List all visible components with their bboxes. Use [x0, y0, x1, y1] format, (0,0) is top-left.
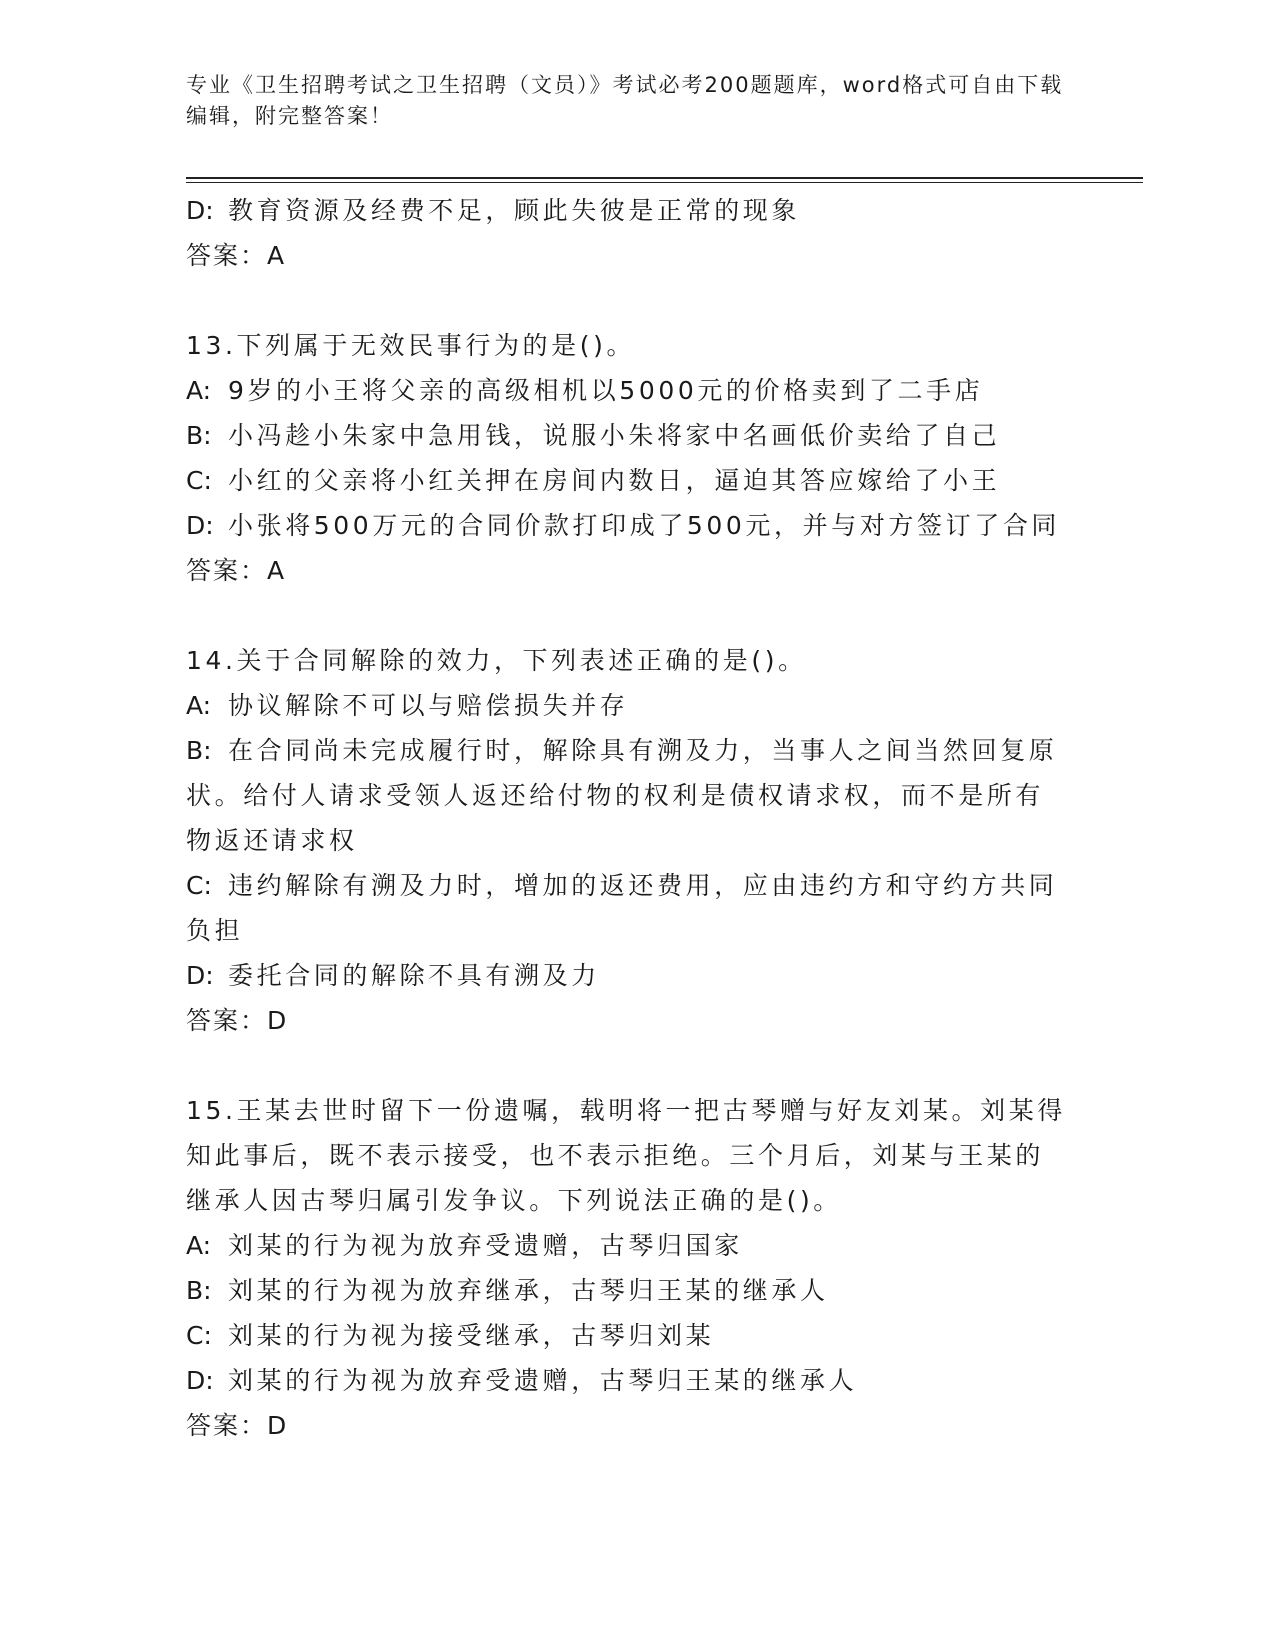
option-b: [186, 728, 1066, 863]
option-a: [186, 368, 1066, 413]
option-b: [186, 413, 1066, 458]
option-text: 小红的父亲将小红关押在房间内数日，逼迫其答应嫁给了小王: [228, 466, 1001, 495]
option-c: [186, 458, 1066, 503]
option-text: 违约解除有溯及力时，增加的返还费用，应由违约方和守约方共同负担: [186, 871, 1058, 945]
option-text: 刘某的行为视为接受继承，古琴归刘某: [228, 1321, 715, 1350]
option-label: B:: [186, 1276, 212, 1305]
answer: 答案：A: [186, 241, 287, 270]
option-text: 协议解除不可以与赔偿损失并存: [228, 691, 629, 720]
option-text: 委托合同的解除不具有溯及力: [228, 961, 600, 990]
option-d: [186, 503, 1066, 548]
document-body: [186, 188, 1066, 1448]
header-rule-thin: [186, 182, 1143, 183]
option-label: D:: [186, 1366, 214, 1395]
option-d: [186, 1358, 1066, 1403]
option-text: 在合同尚未完成履行时，解除具有溯及力，当事人之间当然回复原状。给付人请求受领人返还给付物的权利是债权请求权，而不是所有物返还请求权: [186, 736, 1058, 855]
option-label: A:: [186, 1231, 212, 1260]
question-13: [186, 323, 1066, 593]
header-rule: [186, 177, 1143, 179]
option-text: 刘某的行为视为放弃受遗赠，古琴归王某的继承人: [228, 1366, 858, 1395]
option-c: [186, 863, 1066, 953]
answer: 答案：A: [186, 556, 287, 585]
option-label: D:: [186, 961, 214, 990]
option-label: C:: [186, 871, 212, 900]
option-text: 刘某的行为视为放弃继承，古琴归王某的继承人: [228, 1276, 829, 1305]
option-label: D:: [186, 196, 214, 225]
option-a: [186, 1223, 1066, 1268]
answer: 答案：D: [186, 1006, 289, 1035]
option-label: B:: [186, 736, 212, 765]
option-label: B:: [186, 421, 212, 450]
option-a: [186, 683, 1066, 728]
carryover-block: [186, 188, 1066, 278]
answer: 答案：D: [186, 1411, 289, 1440]
question-15: [186, 1088, 1066, 1448]
question-title: 14.关于合同解除的效力，下列表述正确的是()。: [186, 646, 807, 675]
question-title: 13.下列属于无效民事行为的是()。: [186, 331, 636, 360]
option-d: [186, 188, 1066, 233]
option-c: [186, 1313, 1066, 1358]
option-d: [186, 953, 1066, 998]
option-label: C:: [186, 1321, 212, 1350]
option-label: A:: [186, 691, 212, 720]
question-14: [186, 638, 1066, 1043]
option-label: A:: [186, 376, 212, 405]
option-b: [186, 1268, 1066, 1313]
option-label: D:: [186, 511, 214, 540]
option-text: 小张将500万元的合同价款打印成了500元，并与对方签订了合同: [228, 511, 1061, 540]
option-text: 9岁的小王将父亲的高级相机以5000元的价格卖到了二手店: [228, 376, 984, 405]
option-text: 教育资源及经费不足，顾此失彼是正常的现象: [228, 196, 801, 225]
option-label: C:: [186, 466, 212, 495]
option-text: 刘某的行为视为放弃受遗赠，古琴归国家: [228, 1231, 743, 1260]
page-header: 专业《卫生招聘考试之卫生招聘（文员）》考试必考200题题库，word格式可自由下载编辑，附完整答案！: [186, 73, 1064, 128]
question-title: 15.王某去世时留下一份遗嘱，载明将一把古琴赠与好友刘某。刘某得知此事后，既不表示接受，也不表示拒绝。三个月后，刘某与王某的继承人因古琴归属引发争议。下列说法正确的是()。: [186, 1096, 1066, 1215]
option-text: 小冯趁小朱家中急用钱，说服小朱将家中名画低价卖给了自己: [228, 421, 1001, 450]
